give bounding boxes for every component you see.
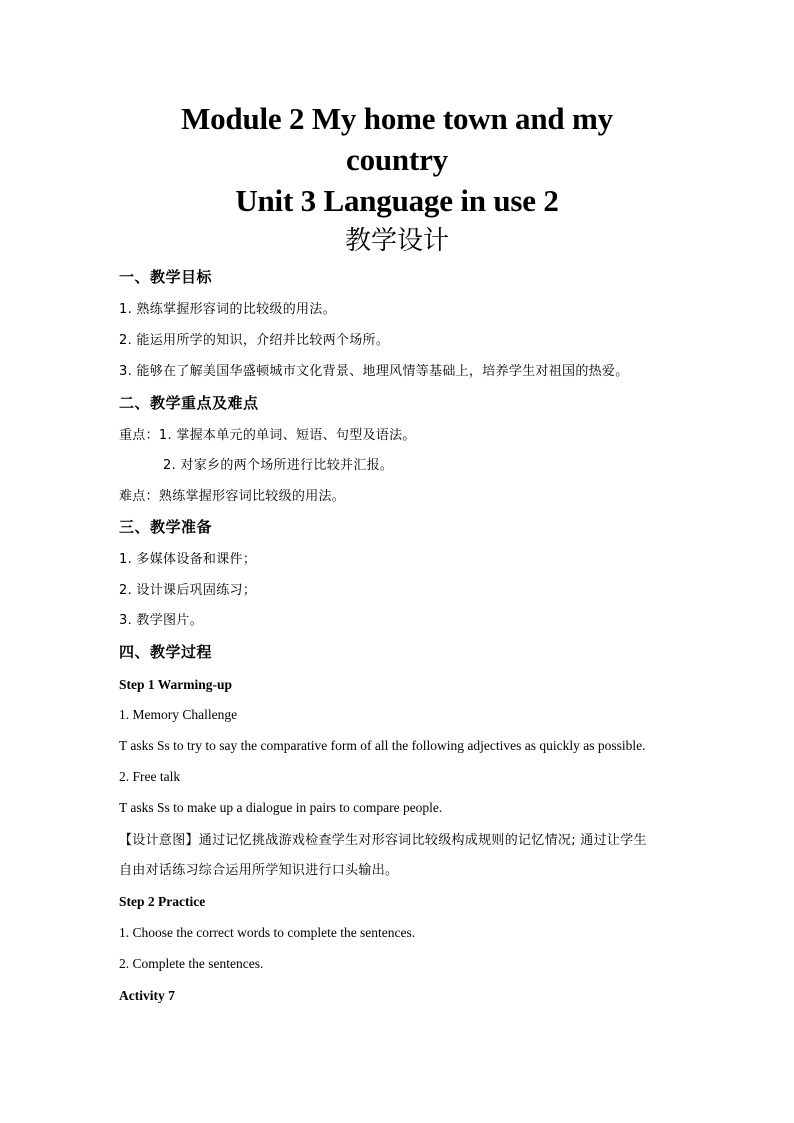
title-line-3: Unit 3 Language in use 2 [235, 183, 559, 218]
step-2-item-1: 1. Choose the correct words to complete the sentences. [119, 925, 416, 940]
section-heading-key-points: 二、教学重点及难点 [119, 394, 259, 412]
preparation-item-1: 1. 多媒体设备和课件； [119, 552, 257, 567]
step-2-item-2: 2. Complete the sentences. [119, 956, 264, 971]
key-point-2: 2. 对家乡的两个场所进行比较并汇报。 [163, 458, 394, 473]
key-point-1: 重点：1. 掌握本单元的单词、短语、句型及语法。 [119, 428, 416, 443]
activity-7-label: Activity 7 [119, 988, 175, 1003]
design-intent-line-2: 自由对话练习综合运用所学知识进行口头输出。 [119, 863, 399, 878]
objective-item-2: 2. 能运用所学的知识，介绍并比较两个场所。 [119, 333, 390, 348]
document-title [0, 98, 794, 259]
section-heading-preparation: 三、教学准备 [119, 518, 213, 536]
title-chinese: 教学设计 [344, 226, 449, 256]
step-1-item-2: 2. Free talk [119, 769, 181, 784]
step-1-item-1: 1. Memory Challenge [119, 707, 238, 722]
step-1-item-2-desc: T asks Ss to make up a dialogue in pairs to compare people. [119, 800, 443, 815]
design-intent-line-1: 【设计意图】通过记忆挑战游戏检查学生对形容词比较级构成规则的记忆情况; 通过让学生 [119, 833, 647, 848]
step-1-item-1-desc: T asks Ss to try to say the comparative form of all the following adjectives as quickly as possible. [119, 738, 646, 753]
preparation-item-2: 2. 设计课后巩固练习； [119, 583, 257, 598]
difficult-point: 难点：熟练掌握形容词比较级的用法。 [119, 489, 346, 504]
step-1-title: Step 1 Warming-up [119, 677, 233, 692]
objective-item-3: 3. 能够在了解美国华盛顿城市文化背景、地理风情等基础上，培养学生对祖国的热爱。 [119, 364, 629, 379]
step-2-title: Step 2 Practice [119, 894, 206, 909]
objective-item-1: 1. 熟练掌握形容词的比较级的用法。 [119, 302, 336, 317]
preparation-item-3: 3. 教学图片。 [119, 613, 203, 628]
title-line-1: Module 2 My home town and my [181, 101, 613, 136]
section-heading-process: 四、教学过程 [119, 643, 213, 661]
section-heading-objectives: 一、教学目标 [119, 268, 213, 286]
title-line-2: country [346, 142, 448, 177]
